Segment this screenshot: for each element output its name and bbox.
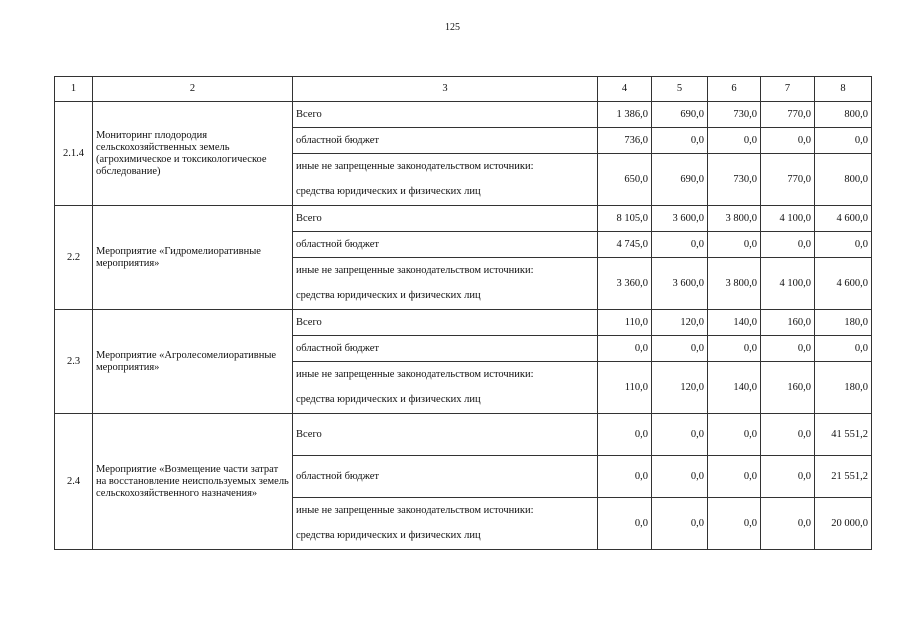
value-cell: 730,0 — [708, 102, 761, 128]
table-row — [55, 206, 872, 232]
value-cell: 0,0 — [708, 498, 761, 550]
header-row — [55, 77, 872, 102]
value-cell: 690,0 — [652, 102, 708, 128]
value-cell: 770,0 — [761, 102, 815, 128]
funding-source: средства юридических и физических лиц — [293, 180, 598, 206]
value-cell: 110,0 — [598, 310, 652, 336]
row-code: 2.4 — [55, 414, 93, 550]
value-cell: 3 800,0 — [708, 258, 761, 310]
column-header: 6 — [708, 77, 761, 102]
funding-source: областной бюджет — [293, 128, 598, 154]
value-cell: 0,0 — [652, 336, 708, 362]
funding-source: иные не запрещенные законодательством источники: — [293, 154, 598, 180]
value-cell: 0,0 — [815, 232, 872, 258]
column-header: 1 — [55, 77, 93, 102]
funding-source: Всего — [293, 206, 598, 232]
funding-source: областной бюджет — [293, 336, 598, 362]
value-cell: 3 600,0 — [652, 258, 708, 310]
value-cell: 0,0 — [761, 128, 815, 154]
value-cell: 4 600,0 — [815, 206, 872, 232]
value-cell: 0,0 — [815, 128, 872, 154]
value-cell: 4 100,0 — [761, 258, 815, 310]
funding-source: средства юридических и физических лиц — [293, 284, 598, 310]
value-cell: 690,0 — [652, 154, 708, 206]
value-cell: 0,0 — [652, 232, 708, 258]
row-name: Мониторинг плодородия сельскохозяйственных земель (агрохимическое и токсикологическое обследование) — [93, 102, 293, 206]
value-cell: 0,0 — [761, 456, 815, 498]
value-cell: 0,0 — [708, 232, 761, 258]
row-code: 2.2 — [55, 206, 93, 310]
value-cell: 0,0 — [652, 498, 708, 550]
value-cell: 770,0 — [761, 154, 815, 206]
page-number: 125 — [445, 22, 460, 33]
value-cell: 0,0 — [761, 414, 815, 456]
column-header: 2 — [93, 77, 293, 102]
value-cell: 160,0 — [761, 362, 815, 414]
value-cell: 0,0 — [708, 336, 761, 362]
table-row — [55, 414, 872, 456]
value-cell: 730,0 — [708, 154, 761, 206]
funding-source: иные не запрещенные законодательством источники: — [293, 498, 598, 524]
value-cell: 180,0 — [815, 362, 872, 414]
value-cell: 4 100,0 — [761, 206, 815, 232]
value-cell: 0,0 — [815, 336, 872, 362]
value-cell: 4 600,0 — [815, 258, 872, 310]
value-cell: 0,0 — [598, 498, 652, 550]
row-name: Мероприятие «Гидромелиоративные мероприятия» — [93, 206, 293, 310]
funding-source: Всего — [293, 102, 598, 128]
value-cell: 110,0 — [598, 362, 652, 414]
value-cell: 800,0 — [815, 102, 872, 128]
value-cell: 180,0 — [815, 310, 872, 336]
value-cell: 0,0 — [708, 456, 761, 498]
funding-source: областной бюджет — [293, 232, 598, 258]
budget-table — [54, 76, 872, 550]
value-cell: 736,0 — [598, 128, 652, 154]
value-cell: 20 000,0 — [815, 498, 872, 550]
value-cell: 0,0 — [761, 336, 815, 362]
funding-source: иные не запрещенные законодательством источники: — [293, 258, 598, 284]
value-cell: 800,0 — [815, 154, 872, 206]
row-name: Мероприятие «Агролесомелиоративные мероприятия» — [93, 310, 293, 414]
value-cell: 0,0 — [652, 128, 708, 154]
table-row — [55, 310, 872, 336]
column-header: 7 — [761, 77, 815, 102]
value-cell: 160,0 — [761, 310, 815, 336]
column-header: 5 — [652, 77, 708, 102]
value-cell: 0,0 — [598, 456, 652, 498]
column-header: 8 — [815, 77, 872, 102]
value-cell: 0,0 — [598, 414, 652, 456]
funding-source: Всего — [293, 414, 598, 456]
value-cell: 120,0 — [652, 310, 708, 336]
value-cell: 3 600,0 — [652, 206, 708, 232]
value-cell: 8 105,0 — [598, 206, 652, 232]
funding-source: областной бюджет — [293, 456, 598, 498]
value-cell: 4 745,0 — [598, 232, 652, 258]
funding-source: средства юридических и физических лиц — [293, 388, 598, 414]
value-cell: 0,0 — [761, 498, 815, 550]
value-cell: 650,0 — [598, 154, 652, 206]
value-cell: 0,0 — [652, 456, 708, 498]
column-header: 4 — [598, 77, 652, 102]
value-cell: 0,0 — [652, 414, 708, 456]
value-cell: 0,0 — [708, 414, 761, 456]
value-cell: 1 386,0 — [598, 102, 652, 128]
funding-source: средства юридических и физических лиц — [293, 524, 598, 550]
value-cell: 21 551,2 — [815, 456, 872, 498]
funding-source: Всего — [293, 310, 598, 336]
value-cell: 3 360,0 — [598, 258, 652, 310]
value-cell: 140,0 — [708, 362, 761, 414]
value-cell: 0,0 — [708, 128, 761, 154]
value-cell: 0,0 — [598, 336, 652, 362]
value-cell: 3 800,0 — [708, 206, 761, 232]
column-header: 3 — [293, 77, 598, 102]
value-cell: 120,0 — [652, 362, 708, 414]
value-cell: 0,0 — [761, 232, 815, 258]
table-row — [55, 102, 872, 128]
value-cell: 41 551,2 — [815, 414, 872, 456]
row-name: Мероприятие «Возмещение части затрат на восстановление неиспользуемых земель сельскохозяйственного назначения» — [93, 414, 293, 550]
row-code: 2.3 — [55, 310, 93, 414]
funding-source: иные не запрещенные законодательством источники: — [293, 362, 598, 388]
row-code: 2.1.4 — [55, 102, 93, 206]
value-cell: 140,0 — [708, 310, 761, 336]
